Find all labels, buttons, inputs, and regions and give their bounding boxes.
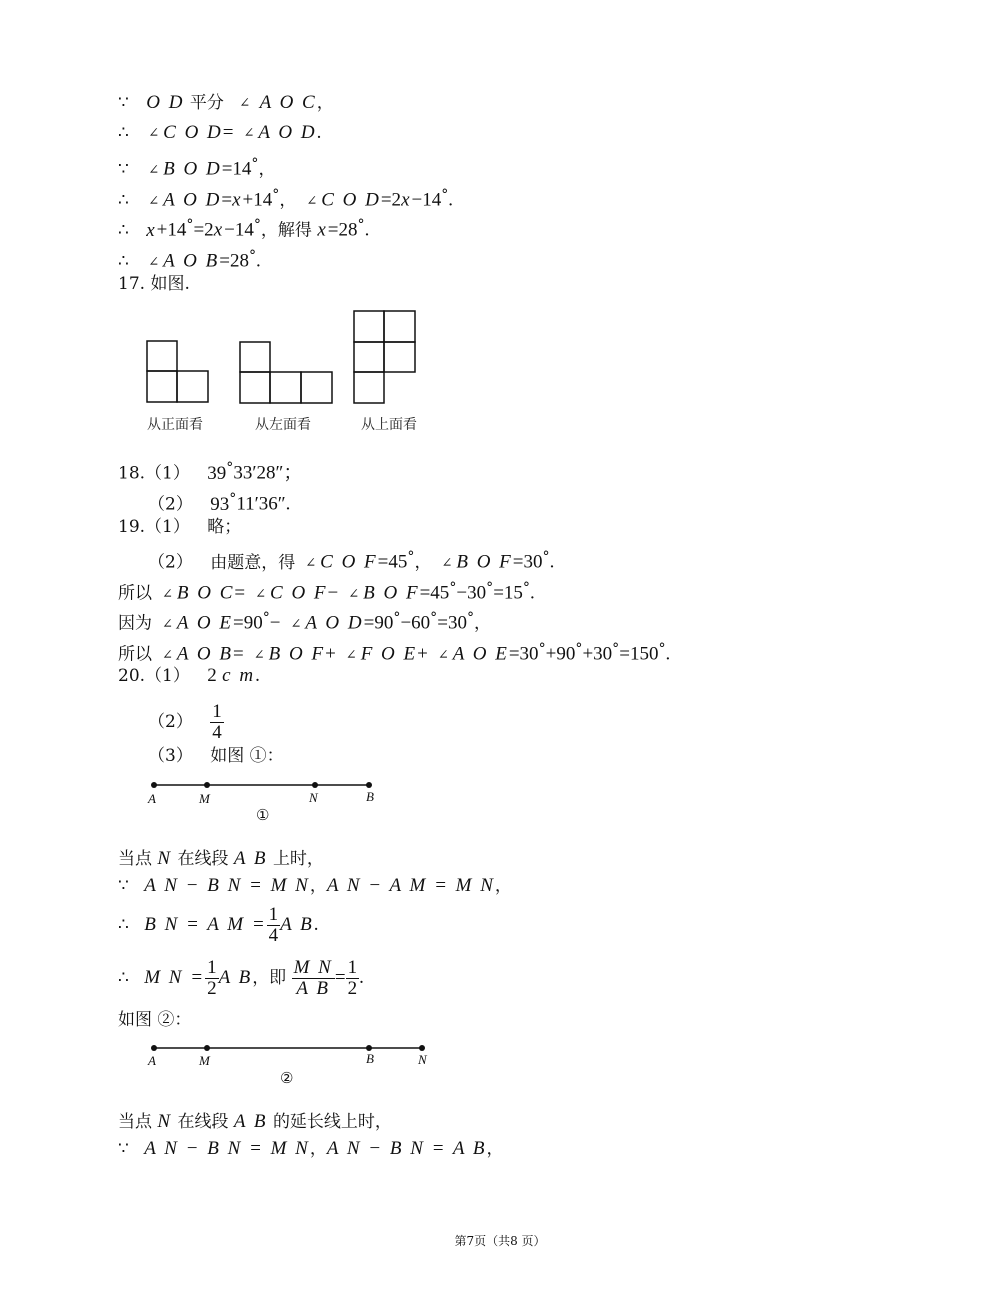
because-symbol: ∵ [118,159,129,180]
math-aoe: A O E [452,643,509,665]
q20-part3 [148,743,284,769]
text-namely: ，即 [252,968,287,988]
punct: . [665,643,671,665]
text-on-extension: 的延长线上时， [272,1112,392,1132]
q20-part1 [118,663,260,689]
math-value: +90 [545,643,576,665]
degree-sign: ° [229,491,237,507]
punct: ， [309,1139,327,1159]
angle-icon: ∠ [243,126,255,141]
top-view-grid [354,311,415,403]
math-value: 2 [207,665,217,686]
degree-sign: ° [538,641,546,657]
angle-icon: ∠ [290,616,302,632]
math-bod: B O D [163,158,222,180]
degree-sign: ° [430,610,438,626]
math-aod: A O D [258,122,317,143]
math-bof: B O F [363,582,420,604]
label-a: A [148,1053,156,1068]
figure-1-label: ① [256,806,270,824]
therefore-symbol: ∴ [118,915,129,935]
text-so: 所以 [118,583,152,604]
math-x: x [232,189,243,211]
text-because: 因为 [118,613,152,634]
degree-sign: ° [522,580,530,596]
because-symbol: ∵ [118,1139,129,1159]
math-x: x [146,219,157,241]
math-x: x [401,189,412,211]
text-as-figure: 如图 [210,746,245,766]
math-boc: B O C [176,582,235,604]
math-eq: = [334,967,346,988]
angle-icon: ∠ [441,555,453,571]
q19-part2 [148,544,555,573]
figure-number: ② [157,1010,175,1030]
point-m [204,782,210,788]
case2-intro [118,1109,392,1135]
label-m: M [199,1053,210,1068]
math-value: =28 [327,219,358,241]
math-value: 33′28″； [233,462,303,484]
label-b: B [366,789,374,804]
left-view-caption: 从左面看 [255,417,311,433]
math-value: +30 [582,643,613,665]
frac-den: A B [296,978,331,999]
math-value: 39 [207,462,227,484]
text-when-point: 当点 [118,849,152,869]
case1-line4 [118,956,364,1000]
degree-sign: ° [658,641,666,657]
math-x: x [317,219,328,241]
angle-icon: ∠ [306,193,318,209]
text-up-when: 上时， [272,849,324,869]
math-eq: = [234,582,246,604]
math-value: =28 [219,250,249,272]
angle-icon: ∠ [148,162,160,178]
math-equation: A N − B N = A B [326,1138,487,1159]
math-value: −60 [400,612,431,634]
case1-line3 [118,903,319,947]
frac-num: 1 [347,957,358,978]
degree-sign: ° [466,610,475,626]
degree-sign: ° [272,187,280,203]
punct: ： [174,1010,192,1030]
label-n: N [418,1052,427,1067]
label-m: M [199,791,210,806]
therefore-symbol: ∴ [118,220,129,241]
point-n [419,1045,425,1051]
math-op: − [327,582,339,604]
angle-icon: ∠ [162,586,173,602]
angle-icon: ∠ [148,254,160,270]
math-value: −14 [224,219,254,241]
point-n [312,782,318,788]
angle-icon: ∠ [148,126,160,141]
angle-icon: ∠ [345,647,357,663]
top-view-caption: 从上面看 [361,417,417,433]
math-equation: M N = [144,967,206,988]
because-symbol: ∵ [118,876,129,896]
math-op: + [325,643,336,665]
punct: . [448,189,454,211]
therefore-symbol: ∴ [118,968,129,988]
frac-num: M N [293,957,333,978]
math-ab: A B [233,1111,268,1132]
punct: . [316,122,322,143]
degree-sign: ° [441,187,449,203]
answer-text: 略； [207,517,242,537]
math-cod: C O D [321,189,381,211]
q19-line5 [118,636,671,665]
angle-icon: ∠ [162,647,173,663]
math-aoe: A O E [176,612,233,634]
punct: . [364,219,370,241]
punct: . [359,967,364,988]
math-value: −30 [456,582,487,604]
point-a [151,782,157,788]
math-equation: A N − A M = M N [326,875,495,896]
math-value: 11′36″. [236,493,291,515]
math-aob: A O B [163,250,220,272]
punct: . [549,551,555,573]
math-cod: C O D [163,122,223,143]
front-view-caption: 从正面看 [147,417,203,433]
punct: ， [486,1139,504,1159]
label-n: N [309,790,318,805]
figure-2-label: ② [280,1069,294,1087]
degree-sign: ° [251,156,259,172]
math-eq: = [222,122,234,143]
math-equation: A N − B N = M N [144,1138,310,1159]
text-so: 所以 [118,644,152,665]
left-view-grid [240,342,332,403]
math-value: =2 [193,219,214,241]
punct: ， [494,876,512,896]
frac-den: 2 [207,978,217,999]
math-eq: = [221,189,233,211]
degree-sign: ° [262,610,270,626]
math-value: =90 [233,612,263,634]
fraction-mn-ab [292,958,335,999]
therefore-symbol: ∴ [118,123,129,143]
q18-part1 [118,455,303,484]
figure-2-segment [140,1039,440,1063]
math-value: +14 [156,219,187,241]
question-label: 20.（1） [118,666,190,686]
angle-icon: ∠ [305,555,317,571]
punct: . [256,250,261,272]
fraction-one-half [205,958,219,999]
punct: ： [266,746,284,766]
front-view-grid [147,341,208,402]
fraction-one-quarter [267,905,281,946]
therefore-symbol: ∴ [118,190,129,211]
q18-part2 [148,486,291,515]
math-equation: A N − B N = M N [144,875,310,896]
math-x: x [213,219,225,241]
frac-den: 4 [212,722,222,743]
angle-icon: ∠ [437,647,449,663]
angle-icon: ∠ [348,586,360,602]
punct: . [255,665,260,686]
math-value: =150 [619,643,659,665]
math-value: =30 [508,643,539,665]
degree-sign: ° [575,641,583,657]
text-as-figure: 如图 [118,1010,152,1030]
q19-line3 [118,575,535,604]
text-solve: ，解得 [260,220,312,241]
math-aob: A O B [176,643,233,665]
math-bof: B O F [268,643,326,665]
text-on-segment: 在线段 [177,849,229,869]
page-footer: 第7页（共8 页） [454,1234,546,1248]
q19-line4 [118,605,492,634]
because-symbol: ∵ [118,93,129,113]
math-eq: = [233,643,244,665]
point-b [366,782,372,788]
figure-number: ① [249,746,267,766]
case1-line2 [118,873,512,899]
text-when-point: 当点 [118,1112,152,1132]
case1-intro [118,846,324,872]
fraction-one-quarter [210,702,224,743]
math-bof: B O F [456,551,513,573]
case2-line2 [118,1136,503,1162]
question-label: （3） [148,746,193,766]
question-label: （2） [148,712,193,732]
label-b: B [366,1051,374,1066]
math-value: =45 [377,551,408,573]
math-n: N [157,1111,173,1132]
degree-sign: ° [449,580,457,596]
question-label: 19.（1） [118,517,190,537]
question-label: （2） [148,552,193,573]
frac-num: 1 [207,957,217,978]
point-a [151,1045,157,1051]
math-value: =30 [437,612,467,634]
math-op: + [417,643,428,665]
frac-num: 1 [268,904,279,925]
math-value: =14 [221,158,252,180]
math-od: O D [146,92,185,113]
math-value: +14 [242,189,273,211]
angle-icon: ∠ [239,96,251,111]
degree-sign: ° [253,217,261,233]
math-op: − [269,612,281,634]
math-value: =30 [512,551,543,573]
degree-sign: ° [542,549,550,565]
label-a: A [148,791,156,806]
math-equation: B N = A M = [144,914,267,935]
math-ab: A B [218,967,253,988]
math-ab: A B [233,848,268,869]
text-on-segment: 在线段 [177,1112,229,1132]
angle-icon: ∠ [162,616,173,632]
text-by-problem: 由题意，得 [210,552,296,573]
degree-sign: ° [248,248,257,264]
math-cof: C O F [320,551,378,573]
math-cof: C O F [270,582,328,604]
math-value: =90 [363,612,394,634]
math-aod: A O D [163,189,222,211]
degree-sign: ° [486,580,494,596]
math-value: 93 [210,493,230,515]
math-value: −14 [411,189,442,211]
angle-icon: ∠ [255,586,267,602]
punct: ， [258,159,276,180]
therefore-symbol: ∴ [118,251,129,272]
math-value: =15 [493,582,523,604]
degree-sign: ° [393,610,401,626]
punct: ， [414,552,432,573]
case2-figure-ref [118,1007,191,1033]
punct: . [313,914,319,935]
q20-part2 [148,700,224,744]
angle-icon: ∠ [148,193,160,209]
degree-sign: ° [407,549,415,565]
q17-heading: 17. 如图. [118,274,190,294]
fraction-one-half [346,958,360,999]
math-value: =2 [380,189,402,211]
point-m [204,1045,210,1051]
frac-num: 1 [212,701,222,722]
math-unit: c m [222,665,256,686]
frac-den: 4 [268,925,279,946]
text-bisects: 平分 [189,93,224,113]
three-views-figure [0,0,1000,420]
math-aoc: A O C [259,92,317,113]
punct: . [529,582,535,604]
q19-part1 [118,514,241,540]
punct: ， [316,93,334,113]
question-label: 18.（1） [118,463,190,484]
degree-sign: ° [612,641,620,657]
degree-sign: ° [186,217,194,233]
math-ab: A B [280,914,314,935]
punct: ， [474,613,492,634]
math-n: N [157,848,173,869]
frac-den: 2 [347,978,358,999]
degree-sign: ° [226,460,234,476]
degree-sign: ° [357,217,365,233]
punct: ， [309,876,327,896]
punct: ， [279,190,297,211]
math-aod: A O D [305,612,364,634]
question-label: （2） [148,494,193,515]
figure-1-segment [140,776,400,800]
math-foe: F O E [360,643,418,665]
angle-icon: ∠ [253,647,265,663]
math-value: =45 [419,582,450,604]
